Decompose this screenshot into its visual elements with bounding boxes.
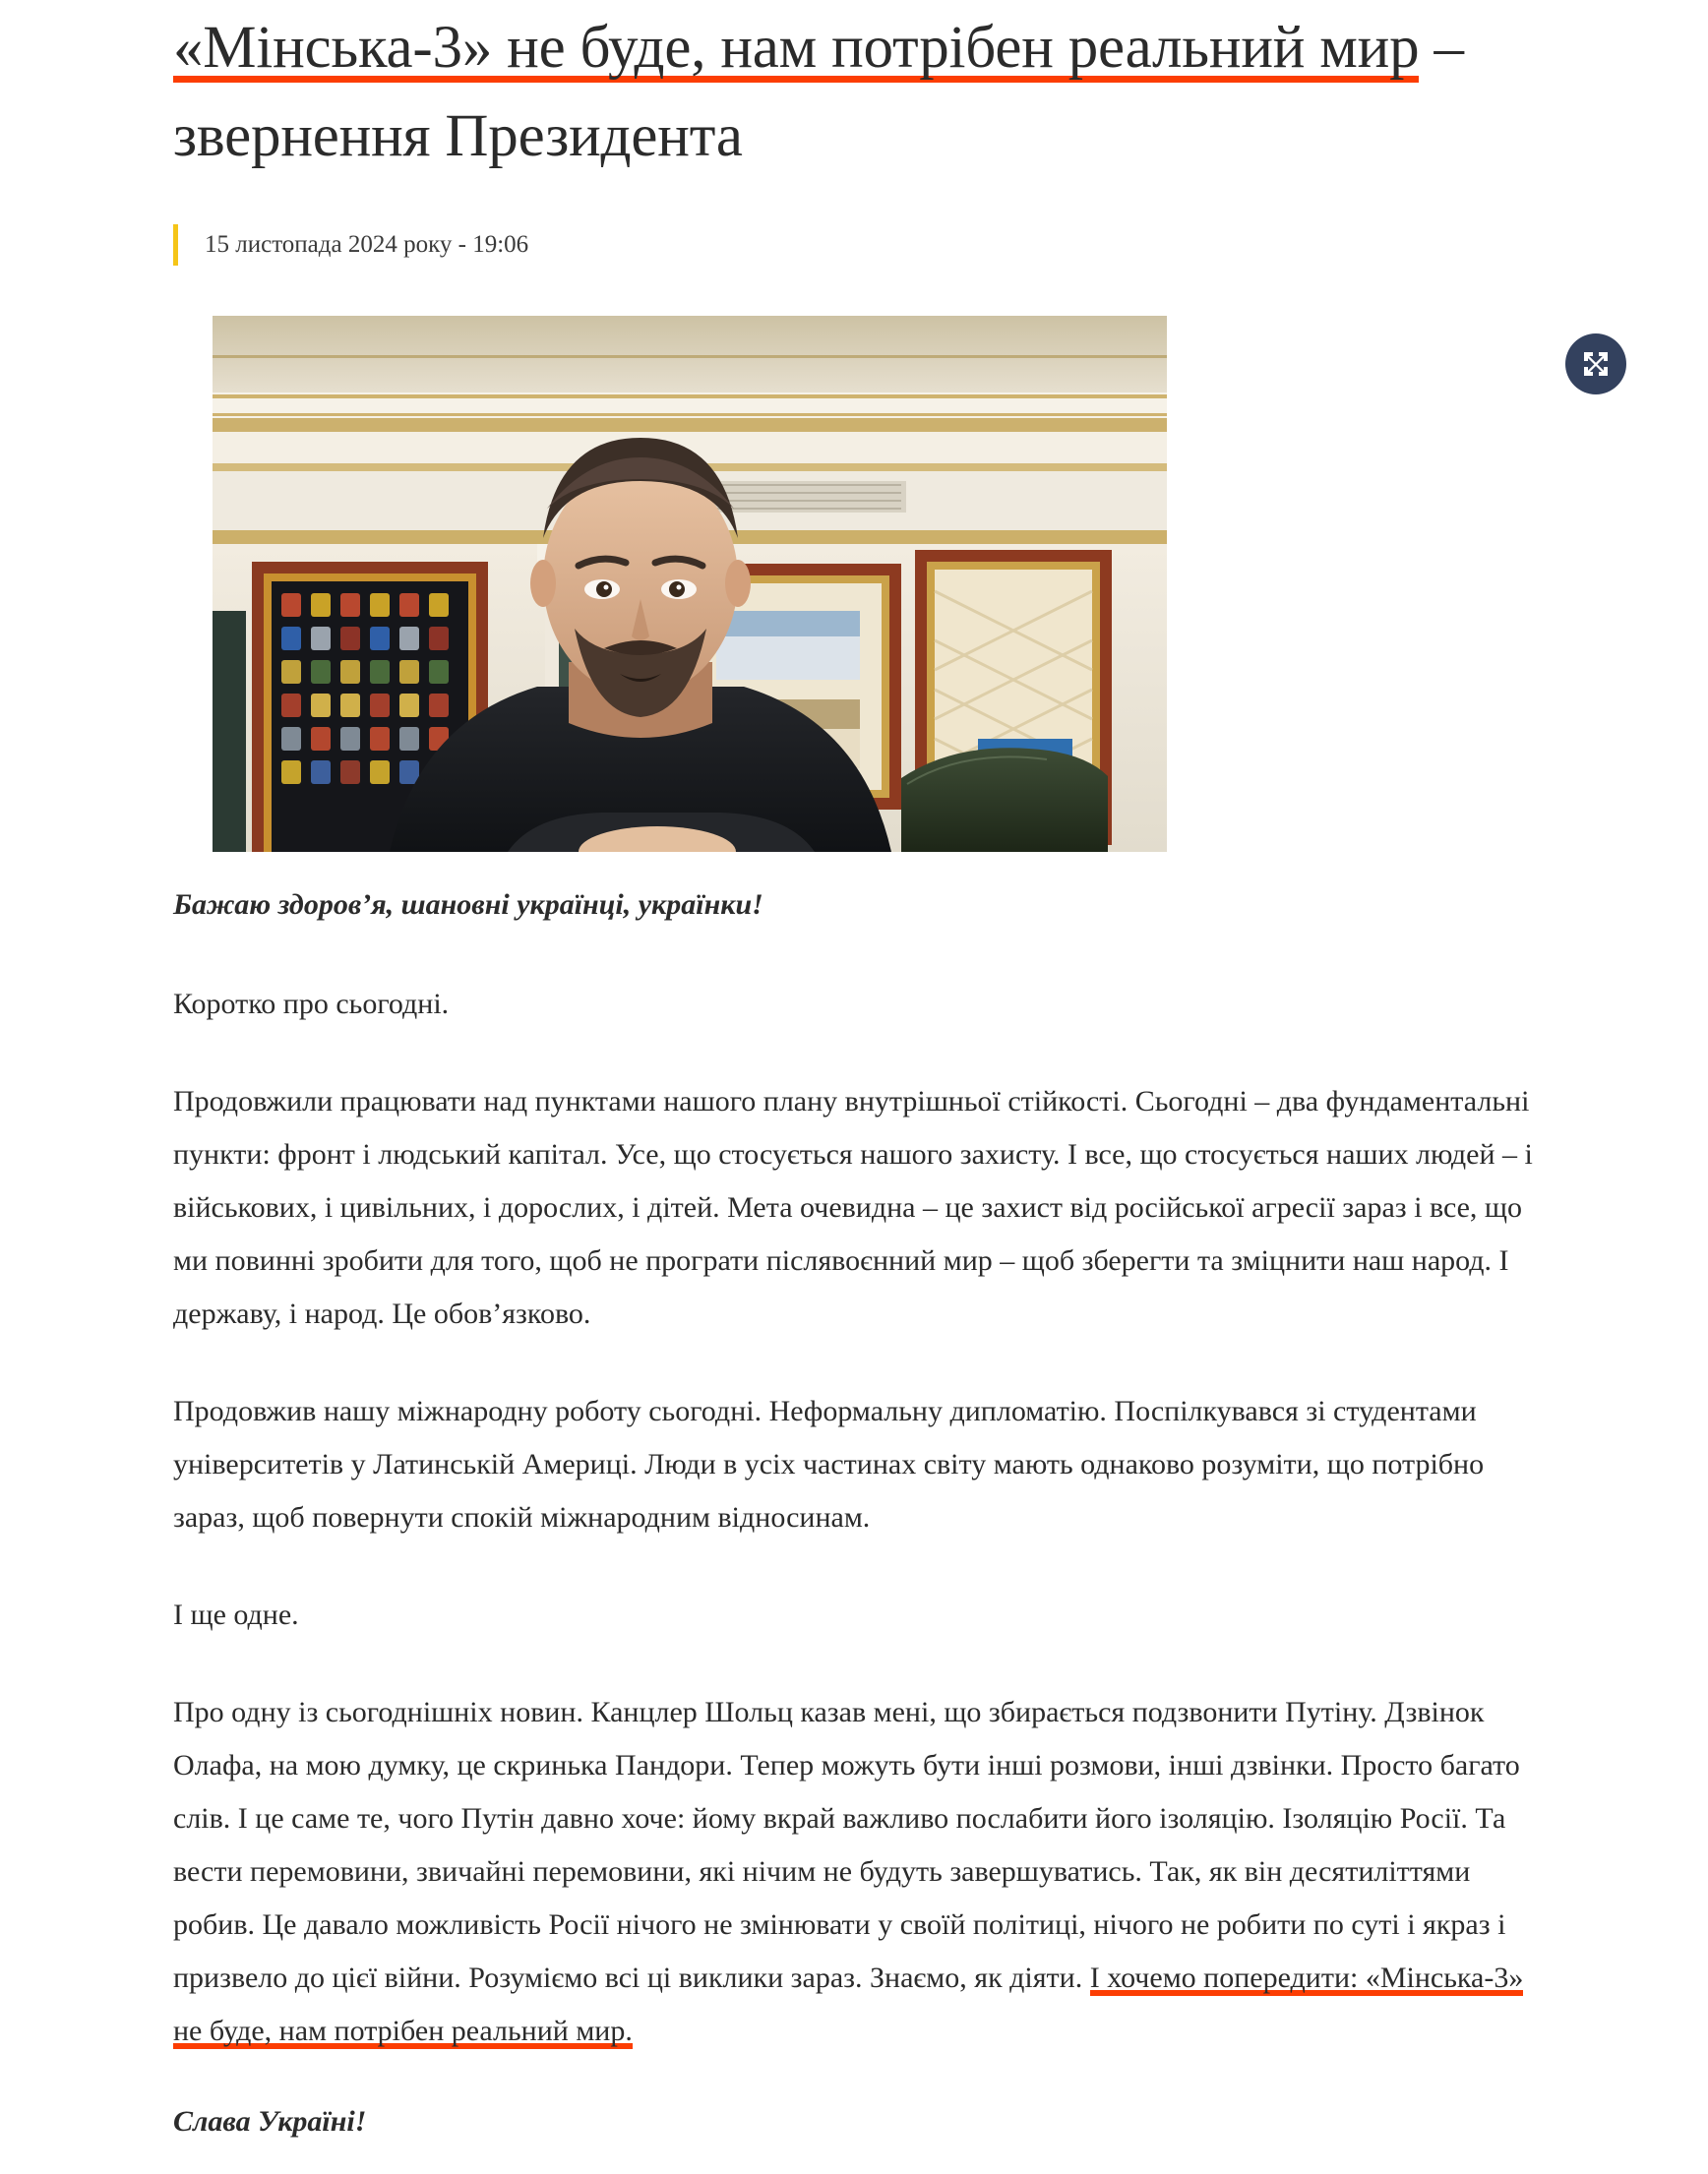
expand-fullscreen-button[interactable] [1565, 333, 1626, 394]
hero-image-graphic [213, 316, 1167, 852]
publication-date [173, 224, 528, 266]
article-closing: Слава Україні! [173, 2105, 367, 2138]
article-paragraph: Продовжив нашу міжнародну роботу сьогодні. Неформальну дипломатію. Поспілкувався зі студентами університетів у Латинській Америці. Люди в усіх частинах світу мають однаково розуміти, що потрібно зараз, щоб повернути спокій міжнародним відносинам. [173, 1395, 1485, 1534]
article-paragraph: Коротко про сьогодні. [173, 988, 450, 1020]
final-paragraph-lead: Про одну із сьогоднішніх новин. Канцлер Шольц казав мені, що збирається подзвонити Путіну. Дзвінок Олафа, на мою думку, це скринька Пандори. Тепер можуть бути інші розмови, інші дзвінки. Просто багато слів. І це саме те, чого Путін давно хоче: йому вкрай важливо послабити його ізоляцію. Ізоляцію Росії. Та вести перемовини, звичайні перемовини, які нічим не будуть завершуватись. Так, як він десятиліттями робив. Це давало можливість Росії нічого не змінювати у своїй політиці, нічого не робити по суті і якраз і призвело до цієї війни. Розуміємо всі ці виклики зараз. Знаємо, як діяти. [173, 1696, 1520, 1994]
article-paragraph: І ще одне. [173, 1599, 299, 1631]
hero-image[interactable] [213, 316, 1167, 852]
expand-arrows-icon [1583, 351, 1609, 377]
final-paragraph-highlight: І хочемо попередити: «Мінська-3» не буде, нам потрібен реальний мир. [173, 1962, 1524, 2047]
page-title-highlighted-part: «Мінська-3» не буде, нам потрібен реальний мир [173, 15, 1420, 81]
page-title-rest: – звернення Президента [173, 15, 1464, 169]
article-paragraph: Продовжили працювати над пунктами нашого плану внутрішньої стійкості. Сьогодні – два фундаментальні пункти: фронт і людський капітал. Усе, що стосується нашого захисту. І все, що стосується наших людей – і військових, і цивільних, і дорослих, і дітей. Мета очевидна – це захист від російської агресії зараз і все, що ми повинні зробити для того, щоб не програти післявоєнний мир – щоб зберегти та зміцнити наш народ. І державу, і народ. Це обов’язково. [173, 1085, 1533, 1330]
article-paragraph-final [173, 1686, 1555, 2058]
accent-bar [173, 224, 178, 266]
article-body [173, 885, 1555, 2142]
article-lede: Бажаю здоров’я, шановні українці, українки! [173, 888, 763, 921]
page-title [173, 4, 1551, 181]
publication-date-text: 15 листопада 2024 року - 19:06 [205, 231, 529, 258]
